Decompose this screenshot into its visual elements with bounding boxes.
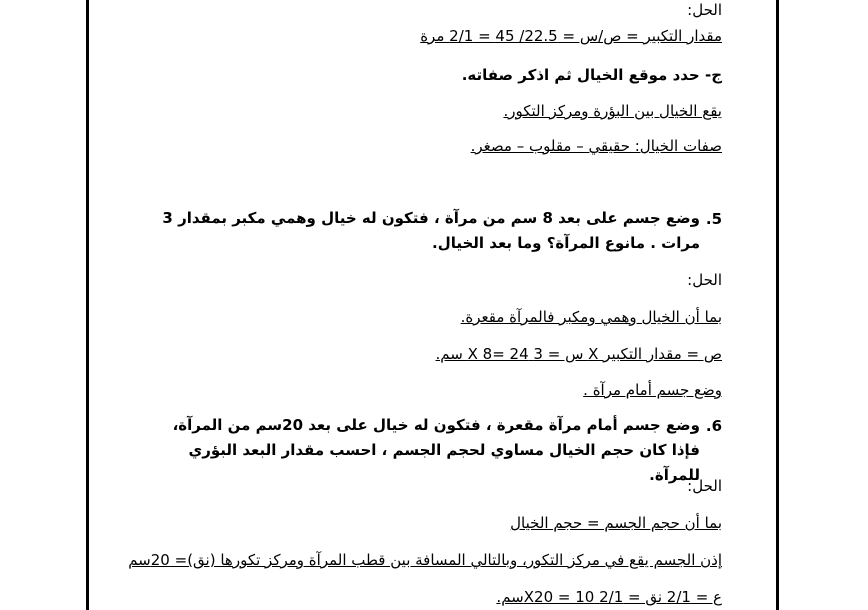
question-5-text: وضع جسم على بعد 8 سم من مرآة ، فتكون له خيال وهمي مكبر بمقدار 3 مرات . مانوع المرآة؟ وما بعد الخيال.: [162, 209, 700, 252]
part-c-answer-location: يقع الخيال بين البؤرة ومركز التكور.: [503, 102, 722, 120]
question-6-line-3: ع = 2/1 نق = 2/1 X20 = 10سم.: [496, 588, 722, 606]
page-border-right: [776, 0, 779, 610]
question-6-line-1: بما أن حجم الجسم = حجم الخيال: [510, 514, 722, 532]
magnification-line: مقدار التكبير = ص/س = 22.5/ 45 = 2/1 مرة: [420, 27, 722, 45]
question-6-solution-label: الحل:: [687, 477, 722, 495]
part-c-answer-properties: صفات الخيال: حقيقي – مقلوب – مصغر.: [470, 137, 722, 155]
question-6-line-2: إذن الجسم يقع في مركز التكور، وبالتالي المسافة بين قطب المرآة ومركز تكورها (نق)= 20سم: [128, 551, 722, 569]
question-5-number: 5.: [705, 210, 722, 228]
question-5-line-3: وضع جسم أمام مرآة .: [583, 381, 722, 399]
question-5-line-2: ص = مقدار التكبير X س = 3 X 8= 24 سم.: [435, 345, 722, 363]
question-6-text: وضع جسم أمام مرآة مقعرة ، فتكون له خيال على بعد 20سم من المرآة، فإذا كان حجم الخيال مساوي لحجم الجسم ، احسب مقدار البعد البؤري للمرآة.: [172, 416, 700, 484]
part-c-question: ج- حدد موقع الخيال ثم اذكر صفاته.: [461, 66, 722, 84]
page-border-left: [86, 0, 89, 610]
question-6-number: 6.: [705, 417, 722, 435]
question-5-line-1: بما أن الخيال وهمي ومكبر فالمرآة مقعرة.: [460, 308, 722, 326]
solution-label: الحل:: [687, 1, 722, 19]
question-5-solution-label: الحل:: [687, 271, 722, 289]
